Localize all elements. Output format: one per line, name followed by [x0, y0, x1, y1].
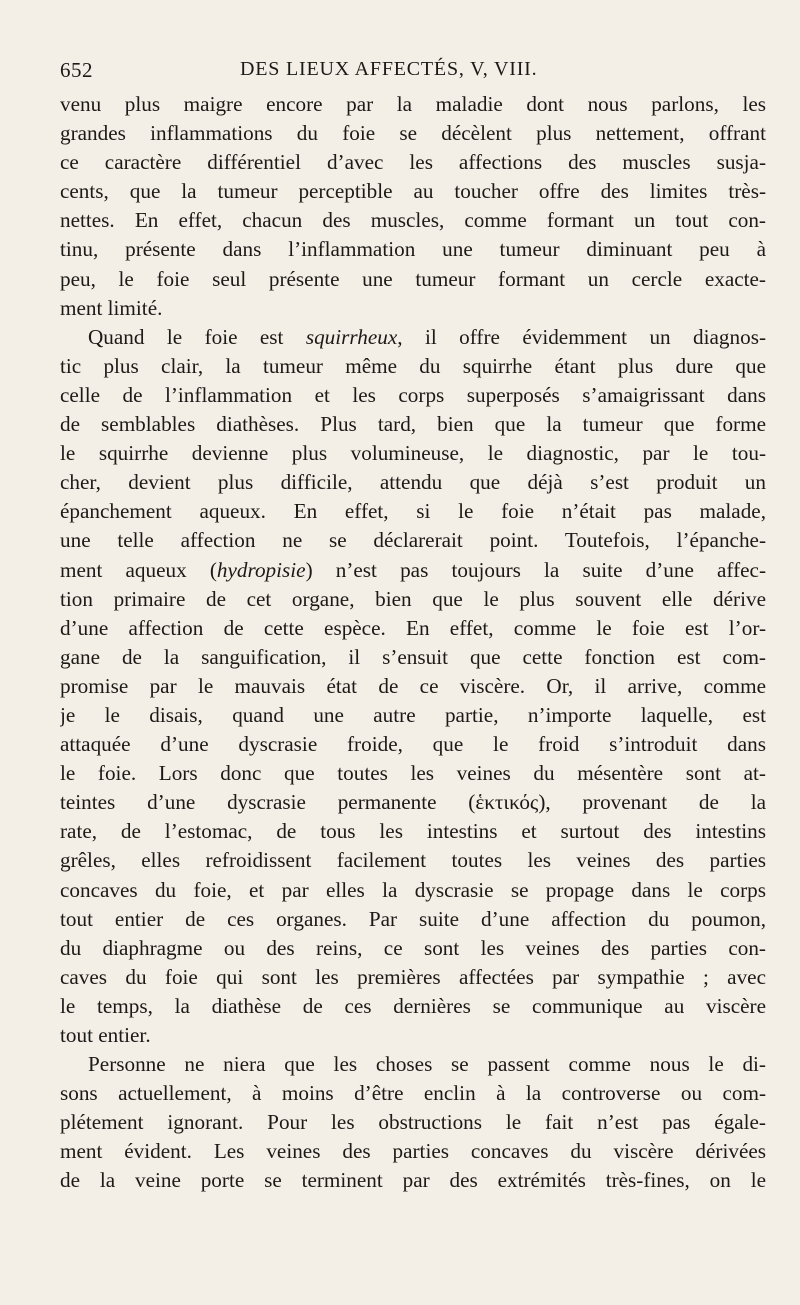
text-line: caves du foie qui sont les premières affectées par sympathie ; avec — [60, 964, 766, 989]
paragraph-1 — [60, 90, 766, 323]
running-head — [60, 52, 766, 86]
paragraph-3 — [60, 1050, 766, 1195]
text-line: épanchement aqueux. En effet, si le foie n’était pas malade, — [60, 499, 766, 524]
paragraph-2 — [60, 323, 766, 1050]
text-line: concaves du foie, et par elles la dyscrasie se propage dans le corps — [60, 877, 766, 902]
text-line: d’une affection de cette espèce. En effet, comme le foie est l’or- — [60, 615, 766, 640]
page-number: 652 — [60, 58, 93, 82]
text-line: je le disais, quand une autre partie, n’importe laquelle, est — [60, 702, 766, 727]
text-line: nettes. En effet, chacun des muscles, comme formant un tout con- — [60, 208, 766, 233]
text-line: cher, devient plus difficile, attendu que déjà s’est produit un — [60, 470, 766, 495]
text-line: de semblables diathèses. Plus tard, bien que la tumeur que forme — [60, 412, 766, 437]
text-line: cents, que la tumeur perceptible au toucher offre des limites très- — [60, 179, 766, 204]
text-line: tout entier de ces organes. Par suite d’une affection du poumon, — [60, 906, 766, 931]
text-line: ce caractère différentiel d’avec les affections des muscles susja- — [60, 150, 766, 175]
text-line: teintes d’une dyscrasie permanente (ἑκτικός), provenant de la — [60, 790, 766, 815]
text-line: Quand le foie est squirrheux, il offre évidemment un diagnos- — [88, 324, 766, 349]
text-line: promise par le mauvais état de ce viscère. Or, il arrive, comme — [60, 673, 766, 698]
text-line: peu, le foie seul présente une tumeur formant un cercle exacte- — [60, 266, 766, 291]
text-line: tion primaire de cet organe, bien que le plus souvent elle dérive — [60, 586, 766, 611]
text-line: tic plus clair, la tumeur même du squirrhe étant plus dure que — [60, 353, 766, 378]
text-line: tinu, présente dans l’inflammation une tumeur diminuant peu à — [60, 237, 766, 262]
text-line: le foie. Lors donc que toutes les veines du mésentère sont at- — [60, 761, 766, 786]
text-line: sons actuellement, à moins d’être enclin à la controverse ou com- — [60, 1081, 766, 1106]
text-line: attaquée d’une dyscrasie froide, que le froid s’introduit dans — [60, 732, 766, 757]
text-line: ment aqueux (hydropisie) n’est pas toujours la suite d’une affec- — [60, 557, 766, 582]
text-line: du diaphragme ou des reins, ce sont les veines des parties con- — [60, 935, 766, 960]
text-line: plétement ignorant. Pour les obstructions le fait n’est pas égale- — [60, 1110, 766, 1135]
text-line: une telle affection ne se déclarerait point. Toutefois, l’épanche- — [60, 528, 766, 553]
running-title: DES LIEUX AFFECTÉS, V, VIII. — [240, 58, 538, 80]
body-text — [60, 90, 766, 1196]
text-line: de la veine porte se terminent par des extrémités très-fines, on le — [60, 1168, 766, 1193]
text-line: ment évident. Les veines des parties concaves du viscère dérivées — [60, 1139, 766, 1164]
text-line: celle de l’inflammation et les corps superposés s’amaigrissant dans — [60, 382, 766, 407]
text-line: venu plus maigre encore par la maladie dont nous parlons, les — [60, 92, 766, 116]
text-line: ment limité. — [60, 295, 163, 320]
text-line: le squirrhe devienne plus volumineuse, le diagnostic, par le tou- — [60, 441, 766, 466]
text-line: tout entier. — [60, 1023, 151, 1047]
text-line: Personne ne niera que les choses se passent comme nous le di- — [88, 1052, 766, 1077]
text-line: gane de la sanguification, il s’ensuit que cette fonction est com- — [60, 644, 766, 669]
text-line: grandes inflammations du foie se décèlent plus nettement, offrant — [60, 121, 766, 146]
text-line: grêles, elles refroidissent facilement toutes les veines des parties — [60, 848, 766, 873]
text-line: rate, de l’estomac, de tous les intestins et surtout des intestins — [60, 819, 766, 844]
text-line: le temps, la diathèse de ces dernières se communique au viscère — [60, 993, 766, 1018]
